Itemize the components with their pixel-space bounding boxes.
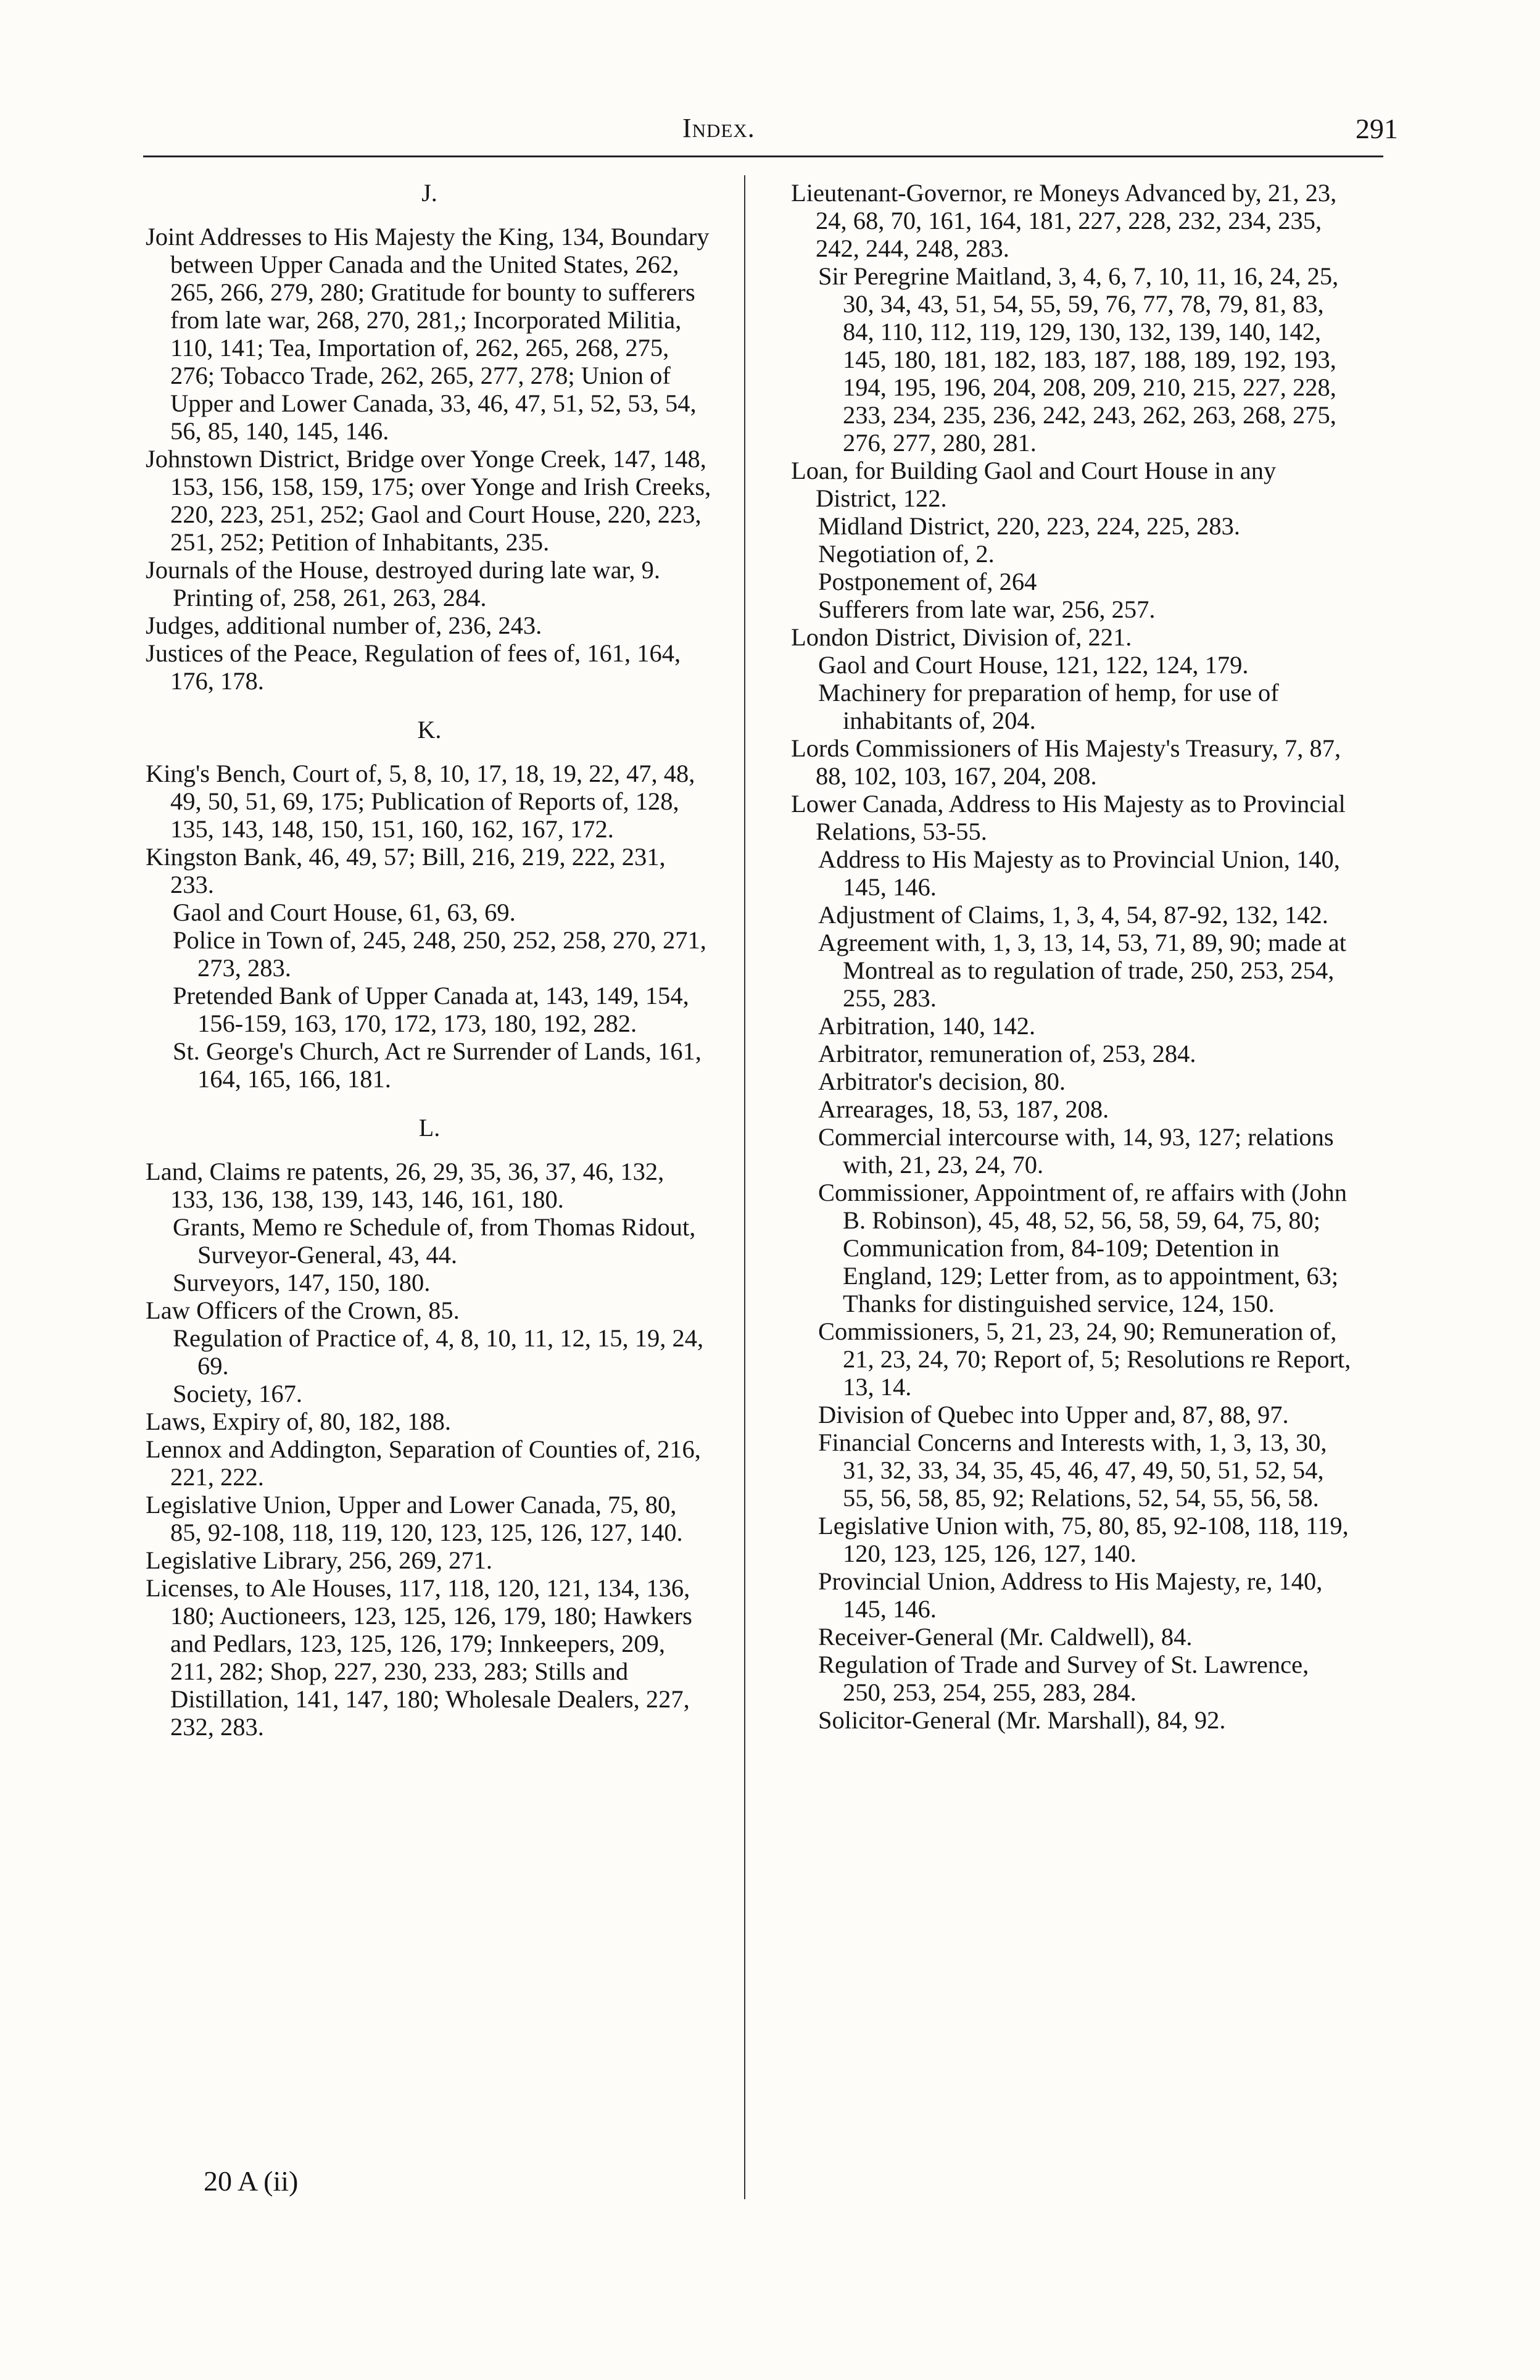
index-subentry: Solicitor-General (Mr. Marshall), 84, 92. xyxy=(818,1706,1226,1734)
page-header xyxy=(146,109,1398,146)
index-subentry: Division of Quebec into Upper and, 87, 88, 97. xyxy=(818,1401,1289,1428)
index-entry: London District, Division of, 221. xyxy=(791,623,1132,651)
index-entry: Legislative Union, Upper and Lower Canada, 75, 80, 85, 92-108, 118, 119, 120, 123, 125, 126, 127, 140. xyxy=(146,1491,683,1546)
index-entry: Kingston Bank, 46, 49, 57; Bill, 216, 219, 222, 231, 233. xyxy=(146,843,666,898)
page-number: 291 xyxy=(1356,113,1398,144)
index-entry: Licenses, to Ale Houses, 117, 118, 120, 121, 134, 136, 180; Auctioneers, 123, 125, 126, 179, 180; Hawkers and Pedlars, 123, 125, 126, 179; Innkeepers, 209, 211, 282; Shop, 227, 230, 233, 283; Stills and Distillation, 141, 147, 180; Wholesale Dealers, 227, 232, 283. xyxy=(146,1574,692,1741)
index-subentry: Negotiation of, 2. xyxy=(818,540,995,568)
index-subentry: Society, 167. xyxy=(173,1380,302,1408)
index-entry: Land, Claims re patents, 26, 29, 35, 36, 37, 46, 132, 133, 136, 138, 139, 143, 146, 161, 180. xyxy=(146,1158,664,1213)
index-subentry: Arbitrator, remuneration of, 253, 284. xyxy=(818,1040,1196,1068)
index-subentry: Legislative Union with, 75, 80, 85, 92-108, 118, 119, 120, 123, 125, 126, 127, 140. xyxy=(818,1512,1349,1567)
left-column xyxy=(146,179,713,1741)
index-entry: Justices of the Peace, Regulation of fees of, 161, 164, 176, 178. xyxy=(146,639,681,695)
index-subentry: Agreement with, 1, 3, 13, 14, 53, 71, 89, 90; made at Montreal as to regulation of trade, 250, 253, 254, 255, 283. xyxy=(818,929,1346,1012)
index-subentry: Gaol and Court House, 61, 63, 69. xyxy=(173,898,516,926)
index-subentry: Arrearages, 18, 53, 187, 208. xyxy=(818,1095,1109,1123)
index-entry: Judges, additional number of, 236, 243. xyxy=(146,612,542,639)
index-subentry: Commissioner, Appointment of, re affairs with (John B. Robinson), 45, 48, 52, 56, 58, 59, 64, 75, 80; Communication from, 84-109; Detention in England, 129; Letter from, as to appointment, 63; Thanks for distinguished service, 124, 150. xyxy=(818,1179,1348,1317)
header-rule xyxy=(143,155,1383,157)
right-column xyxy=(791,179,1359,1734)
index-subentry: St. George's Church, Act re Surrender of Lands, 161, 164, 165, 166, 181. xyxy=(173,1037,702,1093)
index-subentry: Gaol and Court House, 121, 122, 124, 179. xyxy=(818,651,1249,679)
index-subentry: Arbitrator's decision, 80. xyxy=(818,1068,1066,1095)
index-entry: King's Bench, Court of, 5, 8, 10, 17, 18, 19, 22, 47, 48, 49, 50, 51, 69, 175; Publication of Reports of, 128, 135, 143, 148, 150, 151, 160, 162, 167, 172. xyxy=(146,760,695,843)
index-entry: Laws, Expiry of, 80, 182, 188. xyxy=(146,1408,451,1435)
index-entry: Lennox and Addington, Separation of Counties of, 216, 221, 222. xyxy=(146,1435,701,1491)
index-subentry: Financial Concerns and Interests with, 1, 3, 13, 30, 31, 32, 33, 34, 35, 45, 46, 47, 49, 50, 51, 52, 54, 55, 56, 58, 85, 92; Relations, 52, 54, 55, 56, 58. xyxy=(818,1428,1327,1512)
index-subentry: Receiver-General (Mr. Caldwell), 84. xyxy=(818,1623,1193,1651)
index-entry: Loan, for Building Gaol and Court House in any District, 122. xyxy=(791,457,1277,512)
index-subentry: Arbitration, 140, 142. xyxy=(818,1012,1036,1040)
index-entry: Legislative Library, 256, 269, 271. xyxy=(146,1546,492,1574)
index-subentry: Surveyors, 147, 150, 180. xyxy=(173,1269,431,1296)
index-subentry: Printing of, 258, 261, 263, 284. xyxy=(173,584,487,612)
index-subentry: Regulation of Practice of, 4, 8, 10, 11, 12, 15, 19, 24, 69. xyxy=(173,1324,704,1380)
index-subentry: Machinery for preparation of hemp, for use of inhabitants of, 204. xyxy=(818,679,1279,734)
index-entry: Johnstown District, Bridge over Yonge Creek, 147, 148, 153, 156, 158, 159, 175; over Yonge and Irish Creeks, 220, 223, 251, 252; Gaol and Court House, 220, 223, 251, 252; Petition of Inhabitants, 235. xyxy=(146,445,711,556)
index-subentry: Police in Town of, 245, 248, 250, 252, 258, 270, 271, 273, 283. xyxy=(173,926,706,982)
section-letter: L. xyxy=(418,1114,441,1142)
index-subentry: Postponement of, 264 xyxy=(818,568,1037,595)
index-subentry: Commercial intercourse with, 14, 93, 127; relations with, 21, 23, 24, 70. xyxy=(818,1123,1334,1179)
column-divider xyxy=(744,175,745,2199)
index-entry: Lords Commissioners of His Majesty's Treasury, 7, 87, 88, 102, 103, 167, 204, 208. xyxy=(791,734,1341,790)
index-subentry: Grants, Memo re Schedule of, from Thomas Ridout, Surveyor-General, 43, 44. xyxy=(173,1213,696,1269)
index-subentry: Sufferers from late war, 256, 257. xyxy=(818,595,1156,623)
index-subentry: Regulation of Trade and Survey of St. Lawrence, 250, 253, 254, 255, 283, 284. xyxy=(818,1651,1309,1706)
running-title: Index. xyxy=(682,113,755,143)
index-entry: Lower Canada, Address to His Majesty as to Provincial Relations, 53-55. xyxy=(791,790,1346,845)
index-subentry: Commissioners, 5, 21, 23, 24, 90; Remuneration of, 21, 23, 24, 70; Report of, 5; Resolutions re Report, 13, 14. xyxy=(818,1317,1351,1401)
index-subentry: Adjustment of Claims, 1, 3, 4, 54, 87-92, 132, 142. xyxy=(818,901,1328,929)
index-subentry: Provincial Union, Address to His Majesty, re, 140, 145, 146. xyxy=(818,1567,1323,1623)
index-subentry: Sir Peregrine Maitland, 3, 4, 6, 7, 10, 11, 16, 24, 25, 30, 34, 43, 51, 54, 55, 59, 76, 77, 78, 79, 81, 83, 84, 110, 112, 119, 129, 130, 132, 139, 140, 142, 145, 180, 181, 182, 183, 187, 188, 189, 192, 193, 194, 195, 196, 204, 208, 209, 210, 215, 227, 228, 233, 234, 235, 236, 242, 243, 262, 263, 268, 275, 276, 277, 280, 281. xyxy=(818,262,1339,457)
section-letter: J. xyxy=(421,179,437,207)
index-subentry: Address to His Majesty as to Provincial Union, 140, 145, 146. xyxy=(818,845,1340,901)
signature-mark: 20 A (ii) xyxy=(204,2165,299,2197)
index-entry: Joint Addresses to His Majesty the King, 134, Boundary between Upper Canada and the United States, 262, 265, 266, 279, 280; Gratitude for bounty to sufferers from late war, 268, 270, 281,; Incorporated Militia, 110, 141; Tea, Importation of, 262, 265, 268, 275, 276; Tobacco Trade, 262, 265, 277, 278; Union of Upper and Lower Canada, 33, 46, 47, 51, 52, 53, 54, 56, 85, 140, 145, 146. xyxy=(146,223,710,445)
index-entry: Journals of the House, destroyed during late war, 9. xyxy=(146,556,661,584)
index-entry: Law Officers of the Crown, 85. xyxy=(146,1296,460,1324)
index-entry: Lieutenant-Governor, re Moneys Advanced by, 21, 23, 24, 68, 70, 161, 164, 181, 227, 228, 232, 234, 235, 242, 244, 248, 283. xyxy=(791,179,1337,262)
section-letter: K. xyxy=(417,716,442,744)
index-subentry: Midland District, 220, 223, 224, 225, 283. xyxy=(818,512,1240,540)
index-subentry: Pretended Bank of Upper Canada at, 143, 149, 154, 156-159, 163, 170, 172, 173, 180, 192, 282. xyxy=(173,982,689,1037)
